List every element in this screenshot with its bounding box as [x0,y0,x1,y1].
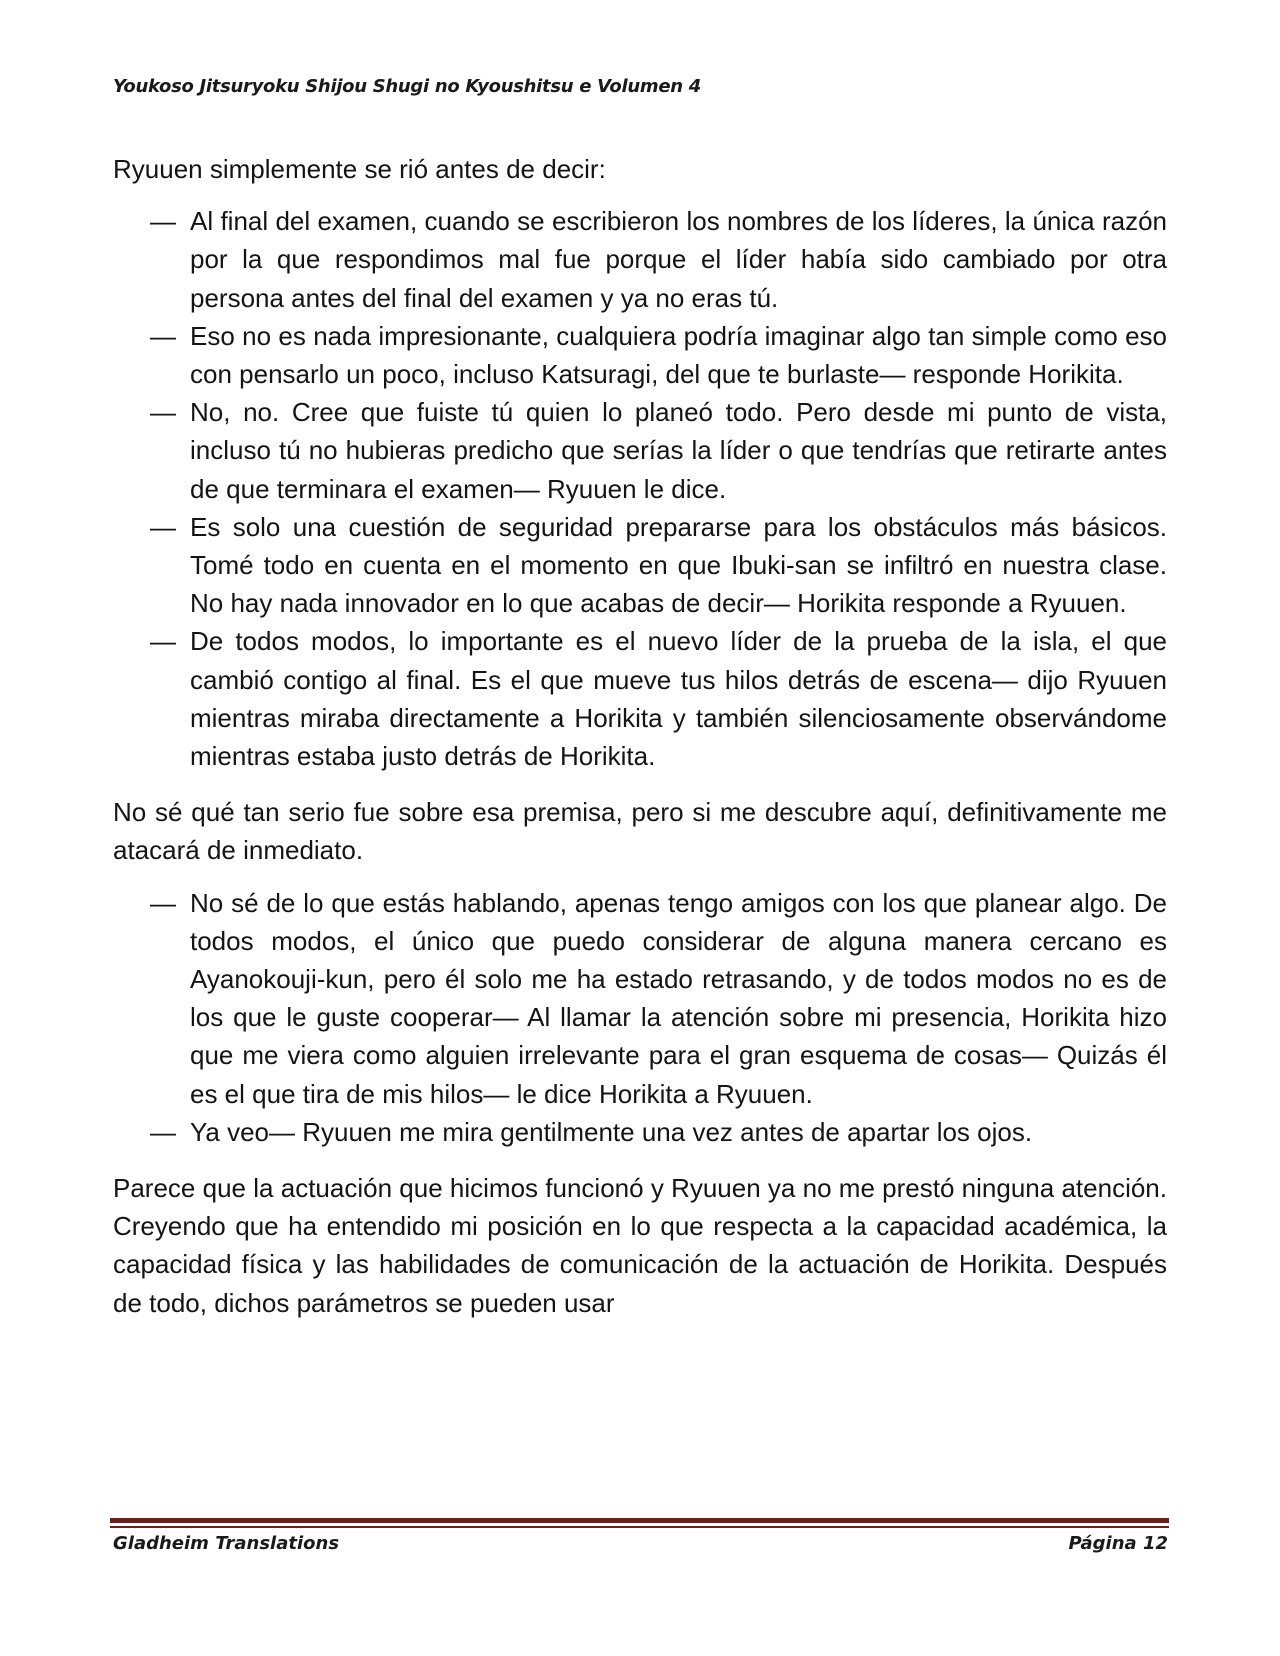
paragraph-narration: No sé qué tan serio fue sobre esa premisa, pero si me descubre aquí, definitivamente me atacará de inmediato. [113,797,1167,866]
dialogue-line [113,622,1167,775]
dialogue-text: No, no. Cree que fuiste tú quien lo planeó todo. Pero desde mi punto de vista, incluso tú no hubieras predicho que serías la líder o que tendrías que retirarte antes de que terminara el examen— Ryuuen le dice. [190,397,1167,504]
dialogue-text: Es solo una cuestión de seguridad prepararse para los obstáculos más básicos. Tomé todo en cuenta en el momento en que Ibuki-san se infiltró en nuestra clase. No hay nada innovador en lo que acabas de decir— Horikita responde a Ryuuen. [190,511,1167,619]
footer-publisher: Gladheim Translations [113,1533,340,1554]
dialogue-line [113,202,1167,317]
dialogue-line [113,884,1167,1113]
dialogue-text: Ya veo— Ryuuen me mira gentilmente una vez antes de apartar los ojos. [190,1116,1033,1147]
dialogue-dash: — [150,397,176,428]
dialogue-line [113,317,1167,393]
dialogue-list-1 [113,202,1167,775]
dialogue-line [113,393,1167,508]
dialogue-dash: — [150,887,176,918]
footer-divider-thin [110,1526,1169,1528]
dialogue-text: No sé de lo que estás hablando, apenas tengo amigos con los que planear algo. De todos modos, el único que puedo considerar de alguna manera cercano es Ayanokouji-kun, pero él solo me ha estado retrasando, y de todos modos no es de los que le guste cooperar— Al llamar la atención sobre mi presencia, Horikita hizo que me viera como alguien irrelevante para el gran esquema de cosas— Quizás él es el que tira de mis hilos— le dice Horikita a Ryuuen. [190,887,1167,1109]
dialogue-line [113,1113,1167,1151]
paragraph-closing: Parece que la actuación que hicimos funcionó y Ryuuen ya no me prestó ninguna atención. Creyendo que ha entendido mi posición en lo que respecta a la capacidad académica, la capacidad física y las habilidades de comunicación de la actuación de Horikita. Después de todo, dichos parámetros se pueden usar [113,1173,1167,1318]
dialogue-text: De todos modos, lo importante es el nuevo líder de la prueba de la isla, el que cambió contigo al final. Es el que mueve tus hilos detrás de escena— dijo Ryuuen mientras miraba directamente a Horikita y también silenciosamente observándome mientras estaba justo detrás de Horikita. [190,626,1167,772]
dialogue-text: Al final del examen, cuando se escribieron los nombres de los líderes, la única razón por la que respondimos mal fue porque el líder había sido cambiado por otra persona antes del final del examen y ya no eras tú. [190,206,1167,313]
dialogue-dash: — [150,1116,176,1147]
dialogue-list-2 [113,884,1167,1151]
page-header-title: Youkoso Jitsuryoku Shijou Shugi no Kyoushitsu e Volumen 4 [113,76,701,97]
footer-page-number: Página 12 [1068,1533,1168,1554]
footer-divider-thick [110,1518,1169,1523]
dialogue-text: Eso no es nada impresionante, cualquiera podría imaginar algo tan simple como eso con pensarlo un poco, incluso Katsuragi, del que te burlaste— responde Horikita. [190,320,1167,390]
dialogue-dash: — [150,206,176,237]
dialogue-dash: — [150,320,176,351]
dialogue-dash: — [150,511,176,542]
dialogue-line [113,508,1167,623]
document-body [113,150,1167,1322]
paragraph-intro: Ryuuen simplemente se rió antes de decir: [113,154,606,184]
dialogue-dash: — [150,626,176,657]
